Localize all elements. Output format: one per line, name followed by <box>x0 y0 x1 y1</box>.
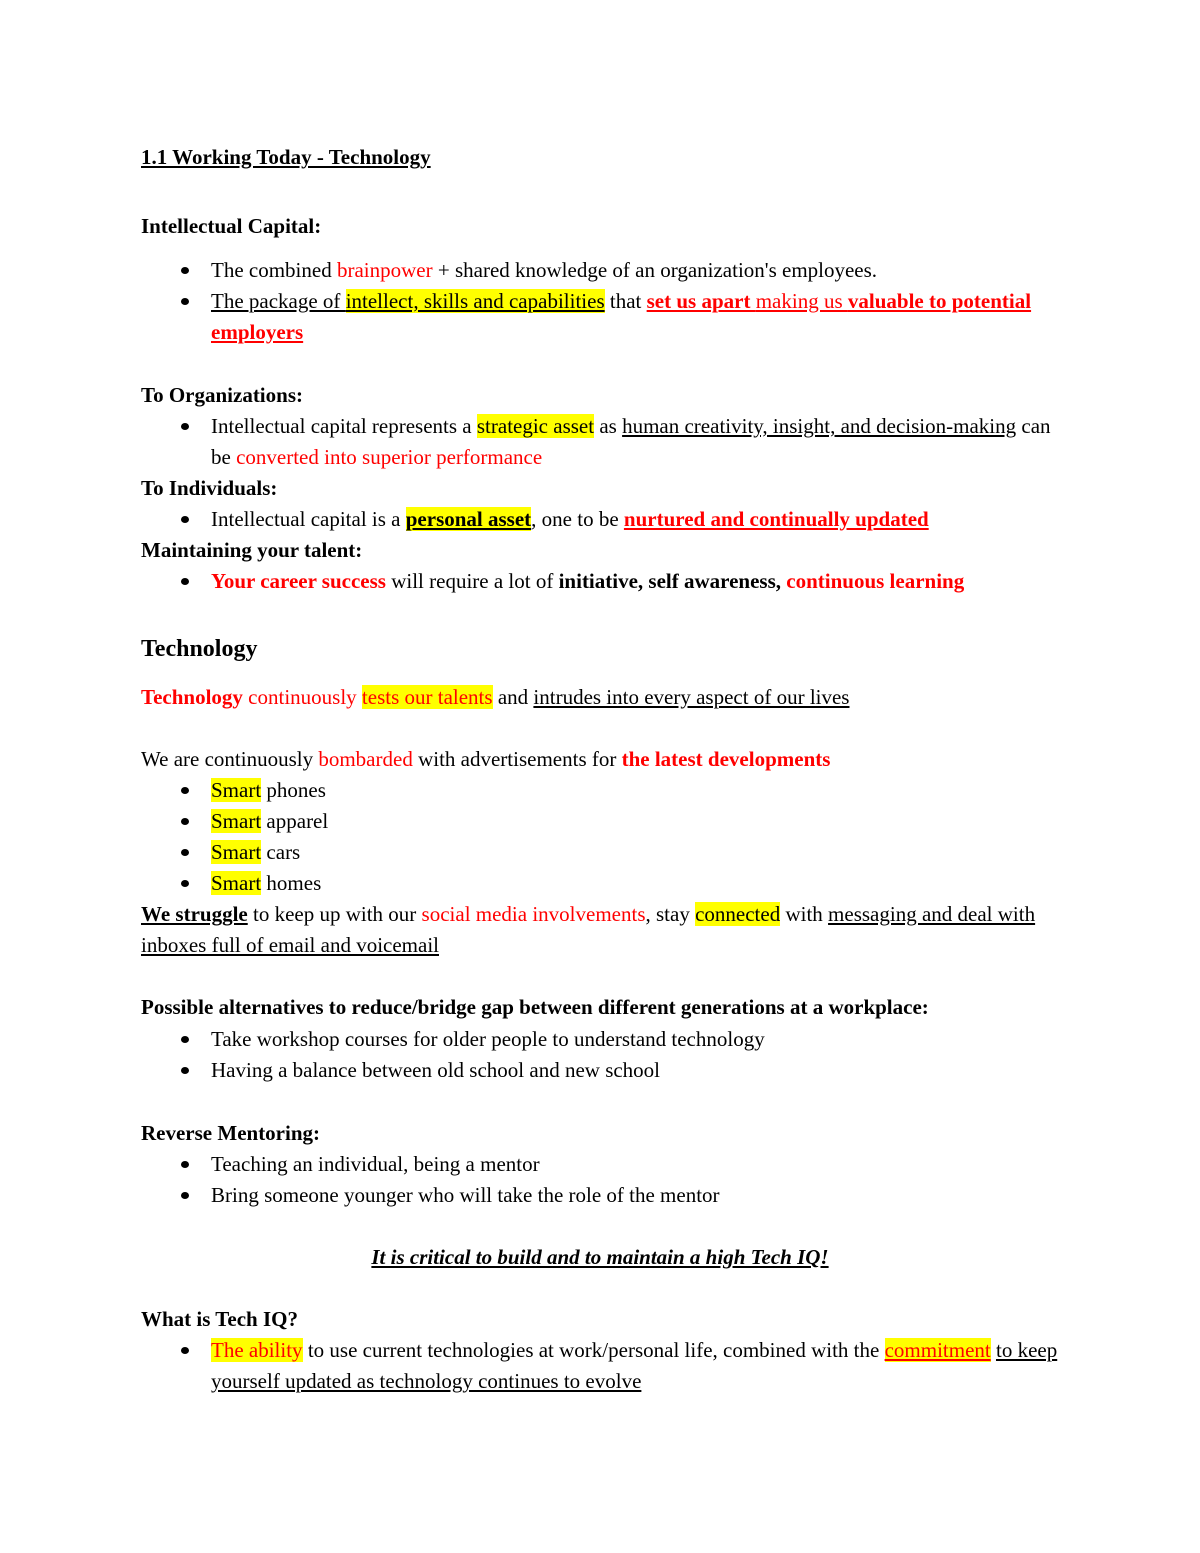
heading-technology: Technology <box>141 636 258 662</box>
list-item: The combined brainpower + shared knowledge of an organization's employees. <box>141 255 1071 286</box>
heading-reverse-mentoring: Reverse Mentoring: <box>141 1121 321 1145</box>
list-item: The package of intellect, skills and capabilities that set us apart making us valuable to potential employers <box>141 286 1071 348</box>
list-item: Intellectual capital is a personal asset, one to be nurtured and continually updated <box>141 504 1071 535</box>
heading-to-organizations: To Organizations: <box>141 383 303 407</box>
bullet-icon <box>181 1347 189 1354</box>
struggle-paragraph: We struggle to keep up with our social media involvements, stay connected with messaging and deal with inboxes full of email and voicemail <box>141 902 1036 957</box>
list-item: Your career success will require a lot of initiative, self awareness, continuous learning <box>141 566 1071 597</box>
bullet-icon <box>181 787 189 794</box>
list-item: Intellectual capital represents a strategic asset as human creativity, insight, and decision-making can be converted into superior performance <box>141 411 1071 473</box>
list-item: Take workshop courses for older people to understand technology <box>141 1024 1071 1055</box>
page-title: 1.1 Working Today - Technology <box>141 145 431 169</box>
heading-what-is-tech-iq: What is Tech IQ? <box>141 1307 298 1331</box>
list-item: Bring someone younger who will take the role of the mentor <box>141 1180 1071 1211</box>
bullet-icon <box>181 267 189 274</box>
bullet-icon <box>181 1161 189 1168</box>
list-item: Smart phones <box>141 775 1071 806</box>
bullet-icon <box>181 818 189 825</box>
critical-statement: It is critical to build and to maintain a high Tech IQ! <box>371 1245 829 1269</box>
intellectual-capital-list <box>141 255 1071 348</box>
tech-iq-list <box>141 1335 1071 1397</box>
smart-devices-list <box>141 775 1071 899</box>
list-item: Smart homes <box>141 868 1071 899</box>
list-item: Having a balance between old school and new school <box>141 1055 1071 1086</box>
bullet-icon <box>181 1067 189 1074</box>
list-item: Teaching an individual, being a mentor <box>141 1149 1071 1180</box>
bullet-icon <box>181 298 189 305</box>
bullet-icon <box>181 516 189 523</box>
bullet-icon <box>181 849 189 856</box>
heading-maintaining-talent: Maintaining your talent: <box>141 538 363 562</box>
bombarded-paragraph: We are continuously bombarded with advertisements for the latest developments <box>141 747 831 771</box>
bullet-icon <box>181 880 189 887</box>
bullet-icon <box>181 578 189 585</box>
organizations-list <box>141 411 1071 473</box>
alternatives-list <box>141 1024 1071 1086</box>
technology-paragraph: Technology continuously tests our talents and intrudes into every aspect of our lives <box>141 685 850 709</box>
individuals-list <box>141 504 1071 535</box>
reverse-mentoring-list <box>141 1149 1071 1211</box>
heading-intellectual-capital: Intellectual Capital: <box>141 214 322 238</box>
heading-possible-alternatives: Possible alternatives to reduce/bridge gap between different generations at a workplace: <box>141 995 929 1019</box>
heading-to-individuals: To Individuals: <box>141 476 278 500</box>
talent-list <box>141 566 1071 597</box>
bullet-icon <box>181 423 189 430</box>
list-item: The ability to use current technologies at work/personal life, combined with the commitment to keep yourself updated as technology continues to evolve <box>141 1335 1071 1397</box>
list-item: Smart cars <box>141 837 1071 868</box>
bullet-icon <box>181 1192 189 1199</box>
list-item: Smart apparel <box>141 806 1071 837</box>
bullet-icon <box>181 1036 189 1043</box>
